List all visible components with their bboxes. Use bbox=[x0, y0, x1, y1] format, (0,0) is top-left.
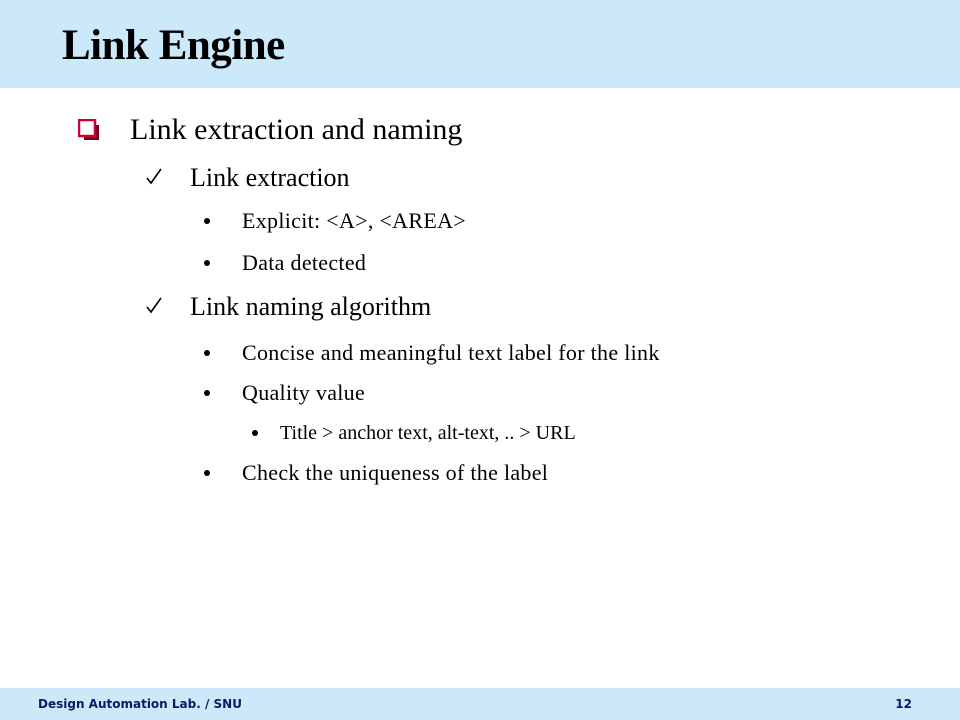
outline-text: Link extraction and naming bbox=[130, 113, 463, 146]
page-number: 12 bbox=[895, 697, 912, 711]
bullet-icon bbox=[204, 218, 210, 224]
outline-text: Quality value bbox=[242, 380, 366, 405]
bullet-icon bbox=[252, 430, 258, 436]
checkbox-square-icon bbox=[78, 119, 100, 146]
outline-text: Link naming algorithm bbox=[190, 292, 432, 321]
slide-title: Link Engine bbox=[62, 22, 285, 69]
footer-lab-name: Design Automation Lab. / SNU bbox=[38, 697, 242, 711]
bullet-icon bbox=[204, 390, 210, 396]
outline-text: Link extraction bbox=[190, 163, 350, 192]
outline-text: Title > anchor text, alt-text, .. > URL bbox=[280, 422, 576, 444]
bullet-icon bbox=[204, 260, 210, 266]
outline-text: Concise and meaningful text label for the link bbox=[242, 340, 660, 365]
outline-text: Explicit: <A>, <AREA> bbox=[242, 208, 466, 233]
outline-text: Check the uniqueness of the label bbox=[242, 460, 549, 485]
checkmark-icon bbox=[146, 168, 162, 191]
checkmark-icon bbox=[146, 297, 162, 320]
bullet-icon bbox=[204, 470, 210, 476]
bullet-icon bbox=[204, 350, 210, 356]
outline-text: Data detected bbox=[242, 250, 367, 275]
